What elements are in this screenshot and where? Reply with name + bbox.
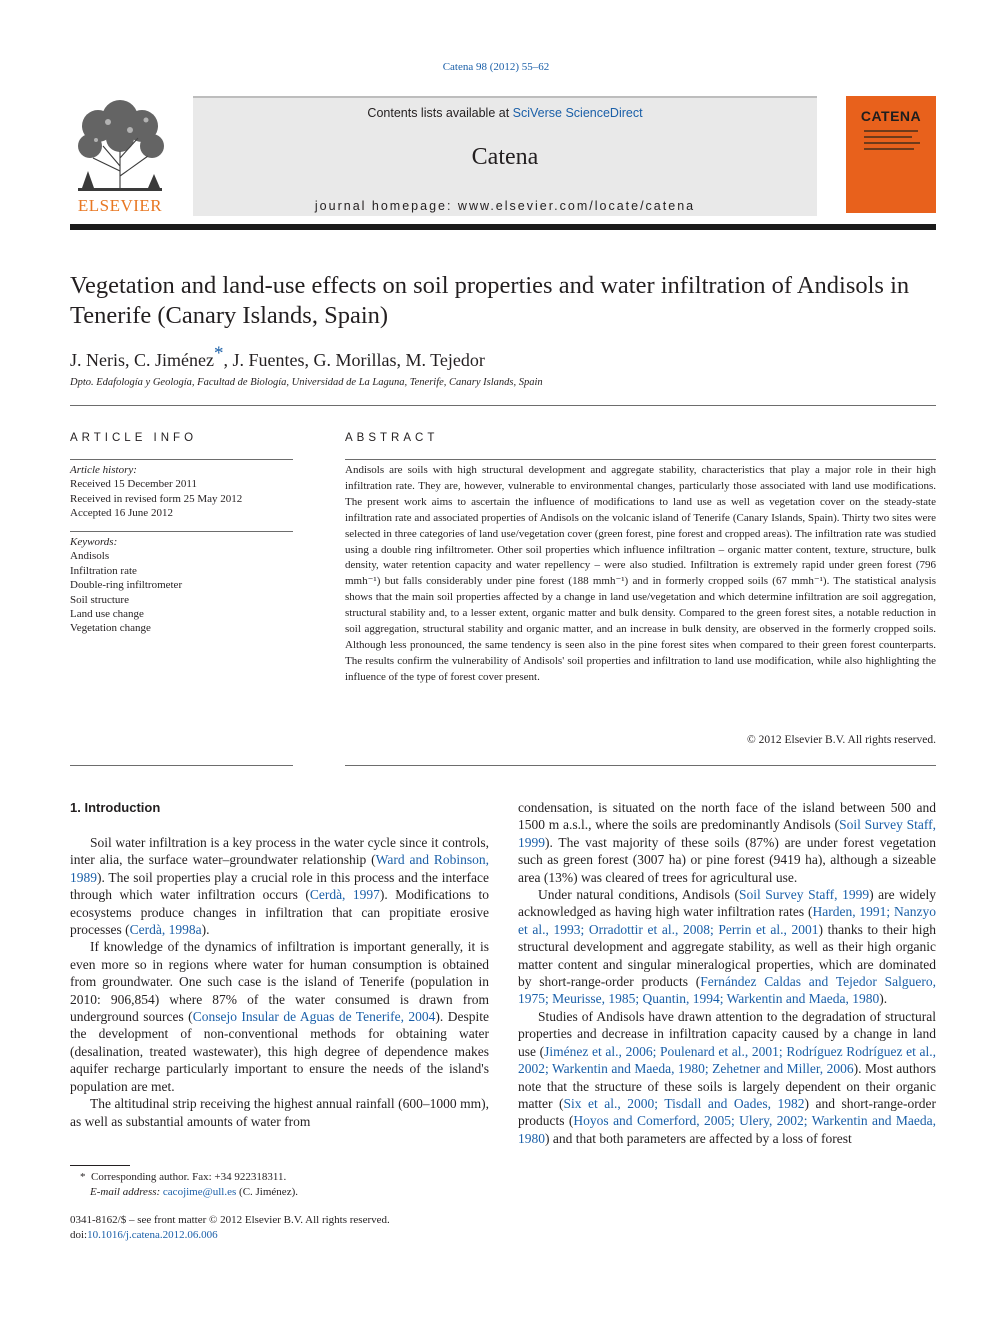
email-link[interactable]: cacojime@ull.es: [162, 1186, 237, 1198]
paragraph: [518, 1008, 936, 1147]
paragraph-text: Under natural conditions, Andisols (: [538, 887, 739, 903]
history-revised: Received in revised form 25 May 2012: [70, 492, 243, 505]
cover-title: CATENA: [860, 108, 922, 124]
paragraph: [518, 886, 936, 1008]
divider: [345, 765, 936, 766]
paragraph-text: condensation, is situated on the north face of the island between 500 and 1500 m a.s.l., where the soils are predominantly Andisols (: [518, 800, 936, 833]
history-received: Received 15 December 2011: [70, 478, 197, 491]
front-matter: [70, 1213, 490, 1243]
paragraph: [70, 834, 489, 938]
article-title: Vegetation and land-use effects on soil properties and water infiltration of Andisols in Tenerife (Canary Islands, Spain): [70, 272, 910, 329]
abstract-heading: ABSTRACT: [345, 432, 439, 444]
footnote-mark: *: [80, 1171, 86, 1183]
keyword-item: Andisols: [70, 550, 110, 563]
journal-title: Catena: [471, 144, 539, 170]
paragraph-text: The altitudinal strip receiving the highest annual rainfall (600–1000 mm), as well as substantial amounts of water from: [70, 1096, 489, 1129]
paragraph-text: ). Modifications to ecosystems produce changes in infiltration that can propitiate erosive processes (: [70, 887, 489, 938]
divider: [345, 459, 936, 460]
cover-text-line: [864, 148, 914, 150]
sciverse-link[interactable]: SciVerse ScienceDirect: [512, 106, 643, 120]
header-rule: [70, 224, 936, 230]
citation-link[interactable]: Soil Survey Staff, 1999: [738, 887, 870, 903]
section-heading-introduction: 1. Introduction: [70, 800, 161, 815]
corresponding-author-note: Corresponding author. Fax: +34 922318311.: [91, 1171, 287, 1183]
corresponding-author-mark[interactable]: *: [213, 343, 224, 364]
divider: [70, 531, 293, 532]
abstract-text: Andisols are soils with high structural development and aggregate stability, characteristics that play a major role in their high infiltration rate. They are, however, vulnerable to environmental changes, particularly those associated with land use modifications. The present work aims to ascertain the influence of modifications to land use as well as vegetation cover on the steady-state infiltration rate and associated properties of Andisols on the volcanic island of Tenerife (Canary Islands, Spain). Thirty two sites were selected in three categories of land use/vegetation cover (green forest, pine forest and cropped areas). The infiltration rate was studied using a double ring infiltrometer. Other soil properties which influence infiltration – organic matter content, texture, structure, bulk density, water retention capacity and water repellency – were also studied. Infiltration is extremely rapid under green forest (796 mmh⁻¹) but falls considerably under pine forest (188 mmh⁻¹) and in formerly cropped soils (67 mmh⁻¹). The statistical analysis shows that the main soil properties affected by a change in land use/vegetation and which determine infiltration are soil aggregation, structural stability and, to a lesser extent, organic matter and bulk density. Compared to the green forest sites, a notable reduction in soil aggregation, structural stability and organic matter, and an increase in bulk density, are observed in the formerly cropped soils. Although less pronounced, the same tendency is seen also in the pine forest sites when compared to their green forest counterparts. The results confirm the vulnerability of Andisols' soil properties and infiltration to land use modification, while also highlighting the influence of the type of forest cover present.: [345, 464, 936, 683]
footnote: [70, 1170, 490, 1200]
body-column-right: [518, 799, 936, 1147]
paragraph-text: If knowledge of the dynamics of infiltration is important generally, it is even more so in regions where water for human consumption is obtained from groundwater. One such case is the island of Tenerife (population in 2010: 906,854) where 87% of the water consumed is drawn from underground sources (: [70, 939, 489, 1025]
paragraph: [70, 1095, 489, 1130]
citation-link[interactable]: Cerdà, 1997: [309, 887, 380, 903]
history-accepted: Accepted 16 June 2012: [70, 507, 173, 520]
cover-text-line: [864, 142, 920, 144]
doi-link[interactable]: 10.1016/j.catena.2012.06.006: [87, 1229, 218, 1241]
affiliation-rule: [70, 405, 936, 406]
contents-available: [193, 106, 817, 120]
keywords: [70, 535, 293, 636]
keyword-item: Land use change: [70, 608, 144, 621]
copyright: © 2012 Elsevier B.V. All rights reserved.: [747, 734, 936, 746]
cover-text-line: [864, 130, 918, 132]
authors-part1: J. Neris, C. Jiménez: [70, 350, 214, 370]
journal-cover-thumbnail[interactable]: [846, 96, 936, 213]
paragraph: [518, 799, 936, 886]
email-suffix: (C. Jiménez).: [239, 1186, 298, 1198]
paragraph-text: ). Despite the development of non-conventional methods for obtaining water (desalination, treated wastewater), this high degree of dependence makes aquifer recharge particularly important to ensure the needs of the island's population are met.: [70, 1009, 490, 1094]
paragraph-text: ) are widely acknowledged as having high water infiltration rates (: [518, 887, 936, 920]
contents-prefix: Contents lists available at: [367, 106, 510, 120]
cover-text-line: [864, 136, 912, 138]
issn-line: 0341-8162/$ – see front matter © 2012 Elsevier B.V. All rights reserved.: [70, 1214, 390, 1226]
body-column-left: [70, 834, 489, 1130]
keywords-label: Keywords:: [70, 536, 118, 548]
article-history: [70, 463, 293, 521]
paragraph-text: ). Most authors note that the structure of these soils is largely dependent on their organic matter (: [518, 1061, 936, 1111]
email-label: E-mail address:: [90, 1186, 161, 1198]
journal-citation[interactable]: Catena 98 (2012) 55–62: [442, 61, 550, 73]
paragraph-text: ) and that both parameters are affected by a loss of forest: [545, 1130, 852, 1146]
citation-link[interactable]: Six et al., 2000; Tisdall and Oades, 1982: [563, 1095, 805, 1111]
affiliation: Dpto. Edafología y Geología, Facultad de Biología, Universidad de La Laguna, Tenerife, Canary Islands, Spain: [70, 377, 543, 388]
journal-masthead: [193, 96, 817, 216]
paragraph-text: Studies of Andisols have drawn attention to the degradation of structural properties and decrease in infiltration capacity caused by a change in land use (: [518, 1008, 936, 1059]
footnote-rule: [70, 1165, 130, 1166]
citation-link[interactable]: Harden, 1991; Nanzyo et al., 1993; Orradottir et al., 2008; Perrin et al., 2001: [518, 904, 937, 937]
citation-link[interactable]: Jiménez et al., 2006; Poulenard et al., 2001; Rodríguez Rodríguez et al., 2002; Warkentin and Maeda, 1980; Zehetner and Miller, 2006: [518, 1043, 936, 1077]
doi-prefix: doi:: [70, 1229, 88, 1241]
citation-link[interactable]: Ward and Robinson, 1989: [70, 852, 490, 885]
authors-part2: , J. Fuentes, G. Morillas, M. Tejedor: [223, 350, 485, 370]
history-label: Article history:: [70, 464, 137, 476]
paragraph-text: ).: [201, 922, 210, 938]
paragraph-text: Soil water infiltration is a key process in the water cycle since it controls, inter alia, the surface water–groundwater relationship (: [70, 835, 489, 868]
paragraph-text: ) and short-range-order products (: [518, 1095, 936, 1129]
elsevier-wordmark: ELSEVIER: [77, 196, 163, 215]
paragraph-text: ).: [879, 991, 888, 1007]
paragraph-text: ) thanks to their high structural development and aggregate stability, as well as their high organic matter content and singular mineralogical properties, which are dominated by short-range-order products (: [518, 921, 937, 990]
citation-link[interactable]: Cerdà, 1998a: [129, 922, 202, 938]
keyword-item: Double-ring infiltrometer: [70, 579, 183, 592]
keyword-item: Vegetation change: [70, 622, 151, 635]
citation-link[interactable]: Hoyos and Comerford, 2005; Ulery, 2002; Warkentin and Maeda, 1980: [518, 1113, 936, 1146]
journal-homepage[interactable]: journal homepage: www.elsevier.com/locate/catena: [314, 199, 696, 213]
citation-link[interactable]: Soil Survey Staff, 1999: [518, 817, 936, 850]
paragraph-text: ). The soil properties play a crucial role in this process and the interface through which water infiltration occurs (: [70, 869, 489, 903]
divider: [70, 765, 293, 766]
divider: [70, 459, 293, 460]
citation-link[interactable]: Fernández Caldas and Tejedor Salguero, 1975; Meurisse, 1985; Quantin, 1994; Warkentin and Maeda, 1980: [518, 974, 936, 1007]
keyword-item: Soil structure: [70, 593, 129, 606]
keyword-item: Infiltration rate: [70, 564, 137, 577]
paragraph-text: ). The vast majority of these soils (87%) are under forest vegetation such as green forest (3007 ha) or pine forest (9419 ha), although a sizeable area (13%) was cleared of trees for agricultural use.: [518, 834, 936, 885]
citation-link[interactable]: Consejo Insular de Aguas de Tenerife, 2004: [192, 1009, 436, 1025]
article-info-heading: ARTICLE INFO: [70, 432, 198, 444]
paragraph: [70, 938, 489, 1095]
author-list: [70, 343, 940, 371]
